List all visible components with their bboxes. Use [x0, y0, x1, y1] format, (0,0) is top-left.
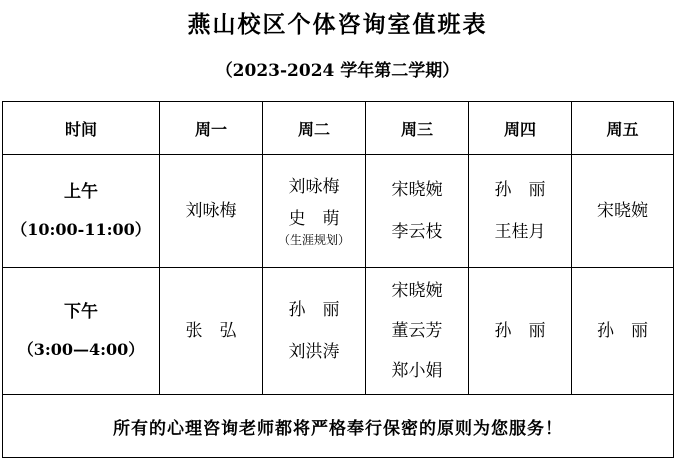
counselor-name: 郑小娟	[391, 361, 443, 381]
header-thursday: 周四	[469, 102, 572, 155]
counselor-specialty-note: （生涯规划）	[277, 233, 350, 247]
morning-monday-cell	[160, 155, 263, 268]
counselor-name: 孙 丽	[597, 321, 648, 341]
morning-wednesday-cell	[366, 155, 469, 268]
counselor-name: 宋晓婉	[391, 281, 443, 301]
afternoon-friday-cell	[572, 268, 674, 395]
afternoon-wednesday-cell	[366, 268, 469, 395]
counselor-name: 宋晓婉	[391, 180, 443, 200]
counselor-name: 王桂月	[494, 222, 546, 242]
morning-label: 上午	[64, 182, 98, 202]
morning-tuesday-cell	[263, 155, 366, 268]
confidentiality-note: 所有的心理咨询老师都将严格奉行保密的原则为您服务！	[3, 395, 674, 458]
counselor-name: 刘洪涛	[288, 342, 340, 362]
header-time: 时间	[3, 102, 160, 155]
morning-period-cell	[3, 155, 160, 268]
counselor-name: 刘咏梅	[185, 201, 237, 221]
afternoon-time: （3:00—4:00）	[17, 340, 145, 359]
afternoon-period-cell	[3, 268, 160, 395]
counselor-name: 李云枝	[391, 222, 443, 242]
footer-row	[3, 395, 674, 458]
counselor-name: 董云芳	[391, 321, 443, 341]
afternoon-label: 下午	[64, 302, 98, 322]
counselor-name: 张 弘	[185, 321, 237, 341]
afternoon-thursday-cell	[469, 268, 572, 395]
counselor-name: 孙 丽	[288, 300, 340, 320]
afternoon-row	[3, 268, 674, 395]
morning-row	[3, 155, 674, 268]
afternoon-tuesday-cell	[263, 268, 366, 395]
duty-schedule-table	[2, 101, 674, 458]
counselor-name: 宋晓婉	[597, 201, 648, 221]
counselor-name: 孙 丽	[494, 321, 546, 341]
counselor-name: 刘咏梅	[288, 177, 340, 197]
counselor-name: 史 萌	[288, 209, 340, 229]
header-tuesday: 周二	[263, 102, 366, 155]
header-monday: 周一	[160, 102, 263, 155]
counselor-name: 孙 丽	[494, 180, 546, 200]
morning-thursday-cell	[469, 155, 572, 268]
page-subtitle: （2023-2024 学年第二学期）	[215, 61, 460, 81]
afternoon-monday-cell	[160, 268, 263, 395]
header-wednesday: 周三	[366, 102, 469, 155]
morning-time: （10:00-11:00）	[11, 220, 151, 239]
morning-friday-cell	[572, 155, 674, 268]
header-row	[3, 102, 674, 155]
header-friday: 周五	[572, 102, 674, 155]
page-title: 燕山校区个体咨询室值班表	[187, 11, 488, 38]
